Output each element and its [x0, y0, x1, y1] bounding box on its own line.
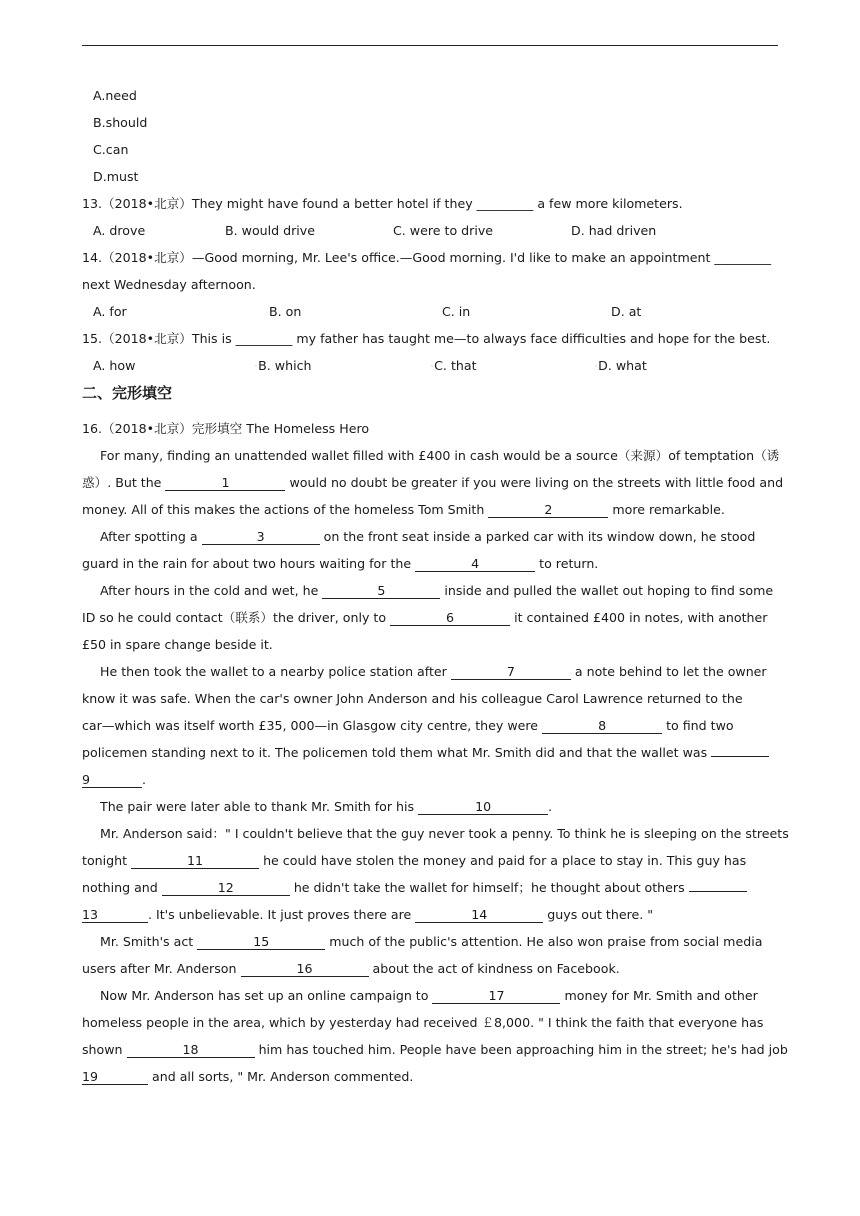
blank-4[interactable]: 4: [415, 557, 535, 572]
passage-line: shown 18 him has touched him. People have been approaching him in the street; he's had job: [82, 1042, 788, 1057]
option-b: B.should: [93, 115, 148, 130]
passage-line: money. All of this makes the actions of the homeless Tom Smith 2 more remarkable.: [82, 502, 725, 517]
blank-1[interactable]: 1: [165, 476, 285, 491]
question-14-stem: 14.（2018•北京）—Good morning, Mr. Lee's office.—Good morning. I'd like to make an appointment _________: [82, 250, 772, 265]
passage-line: policemen standing next to it. The policemen told them what Mr. Smith did and that the wallet was: [82, 745, 769, 761]
passage-line: know it was safe. When the car's owner John Anderson and his colleague Carol Lawrence returned to the: [82, 691, 743, 706]
q13-option-b: B. would drive: [225, 223, 316, 238]
q14-option-d: D. at: [611, 304, 642, 319]
question-13-stem: 13.（2018•北京）They might have found a better hotel if they _________ a few more kilometers.: [82, 196, 683, 211]
passage-line: car—which was itself worth £35, 000—in Glasgow city centre, they were 8 to find two: [82, 718, 734, 733]
q13-option-d: D. had driven: [571, 223, 657, 238]
passage-line: After hours in the cold and wet, he 5 inside and pulled the wallet out hoping to find some: [100, 583, 774, 598]
blank-13-start[interactable]: [689, 891, 747, 892]
blank-19[interactable]: 19: [82, 1070, 148, 1085]
section-heading: 二、完形填空: [82, 384, 173, 402]
option-d: D.must: [93, 169, 139, 184]
passage-line: He then took the wallet to a nearby police station after 7 a note behind to let the owner: [100, 664, 767, 679]
blank-14[interactable]: 14: [415, 908, 543, 923]
question-14-stem-cont: next Wednesday afternoon.: [82, 277, 256, 292]
passage-line: For many, finding an unattended wallet filled with £400 in cash would be a source（来源）of temptation（诱: [100, 448, 780, 463]
blank-2[interactable]: 2: [488, 503, 608, 518]
passage-line: The pair were later able to thank Mr. Smith for his 10 .: [100, 799, 553, 814]
bullet-icon: ◦: [254, 362, 259, 371]
blank-3[interactable]: 3: [202, 530, 320, 545]
blank-8[interactable]: 8: [542, 719, 662, 734]
bullet-icon: ◦: [594, 362, 599, 371]
passage-line: After spotting a 3 on the front seat inside a parked car with its window down, he stood: [100, 529, 756, 544]
passage-line: tonight 11 he could have stolen the money and paid for a place to stay in. This guy has: [82, 853, 747, 868]
q13-option-c: C. were to drive: [393, 223, 494, 238]
blank-9-start[interactable]: [711, 756, 769, 757]
blank-6[interactable]: 6: [390, 611, 510, 626]
passage-line: users after Mr. Anderson 16 about the act of kindness on Facebook.: [82, 961, 620, 976]
q15-option-c: ◦C. that: [430, 358, 477, 373]
q14-option-c: C. in: [442, 304, 471, 319]
header-rule: [82, 45, 778, 46]
q15-option-b: ◦B. which: [254, 358, 312, 373]
blank-15[interactable]: 15: [197, 935, 325, 950]
q14-option-b: B. on: [269, 304, 302, 319]
question-15-stem: 15.（2018•北京）This is _________ my father has taught me—to always face difficulties and hope for the best.: [82, 331, 771, 346]
option-a: A.need: [93, 88, 137, 103]
passage-line: 13 . It's unbelievable. It just proves there are 14 guys out there. ": [82, 907, 654, 922]
passage-line: Mr. Smith's act 15 much of the public's attention. He also won praise from social media: [100, 934, 763, 949]
passage-line: Mr. Anderson said：" I couldn't believe that the guy never took a penny. To think he is sleeping on the streets: [100, 826, 789, 841]
blank-18[interactable]: 18: [127, 1043, 255, 1058]
passage-line: £50 in spare change beside it.: [82, 637, 273, 652]
passage-line: Now Mr. Anderson has set up an online campaign to 17 money for Mr. Smith and other: [100, 988, 758, 1003]
blank-11[interactable]: 11: [131, 854, 259, 869]
blank-13[interactable]: 13: [82, 908, 148, 923]
q14-option-a: A. for: [93, 304, 127, 319]
blank-12[interactable]: 12: [162, 881, 290, 896]
blank-17[interactable]: 17: [432, 989, 560, 1004]
bullet-icon: ◦: [430, 362, 435, 371]
blank-9[interactable]: 9: [82, 773, 142, 788]
q15-option-a: A. how: [93, 358, 136, 373]
option-c: C.can: [93, 142, 129, 157]
q13-option-a: A. drove: [93, 223, 146, 238]
cloze-heading: 16.（2018•北京）完形填空 The Homeless Hero: [82, 421, 370, 436]
blank-10[interactable]: 10: [418, 800, 548, 815]
blank-7[interactable]: 7: [451, 665, 571, 680]
passage-line: 19 and all sorts, " Mr. Anderson commented.: [82, 1069, 414, 1084]
passage-line: 惑）. But the 1 would no doubt be greater if you were living on the streets with little food and: [82, 475, 784, 490]
blank-5[interactable]: 5: [322, 584, 440, 599]
blank-16[interactable]: 16: [241, 962, 369, 977]
q15-option-d: ◦D. what: [594, 358, 647, 373]
passage-line: nothing and 12 he didn't take the wallet for himself；he thought about others: [82, 880, 747, 896]
passage-line: ID so he could contact（联系）the driver, only to 6 it contained £400 in notes, with another: [82, 610, 768, 625]
passage-line: guard in the rain for about two hours waiting for the 4 to return.: [82, 556, 599, 571]
passage-line: homeless people in the area, which by yesterday had received ￡8,000. " I think the faith that everyone has: [82, 1015, 764, 1030]
passage-line: 9 .: [82, 772, 147, 787]
